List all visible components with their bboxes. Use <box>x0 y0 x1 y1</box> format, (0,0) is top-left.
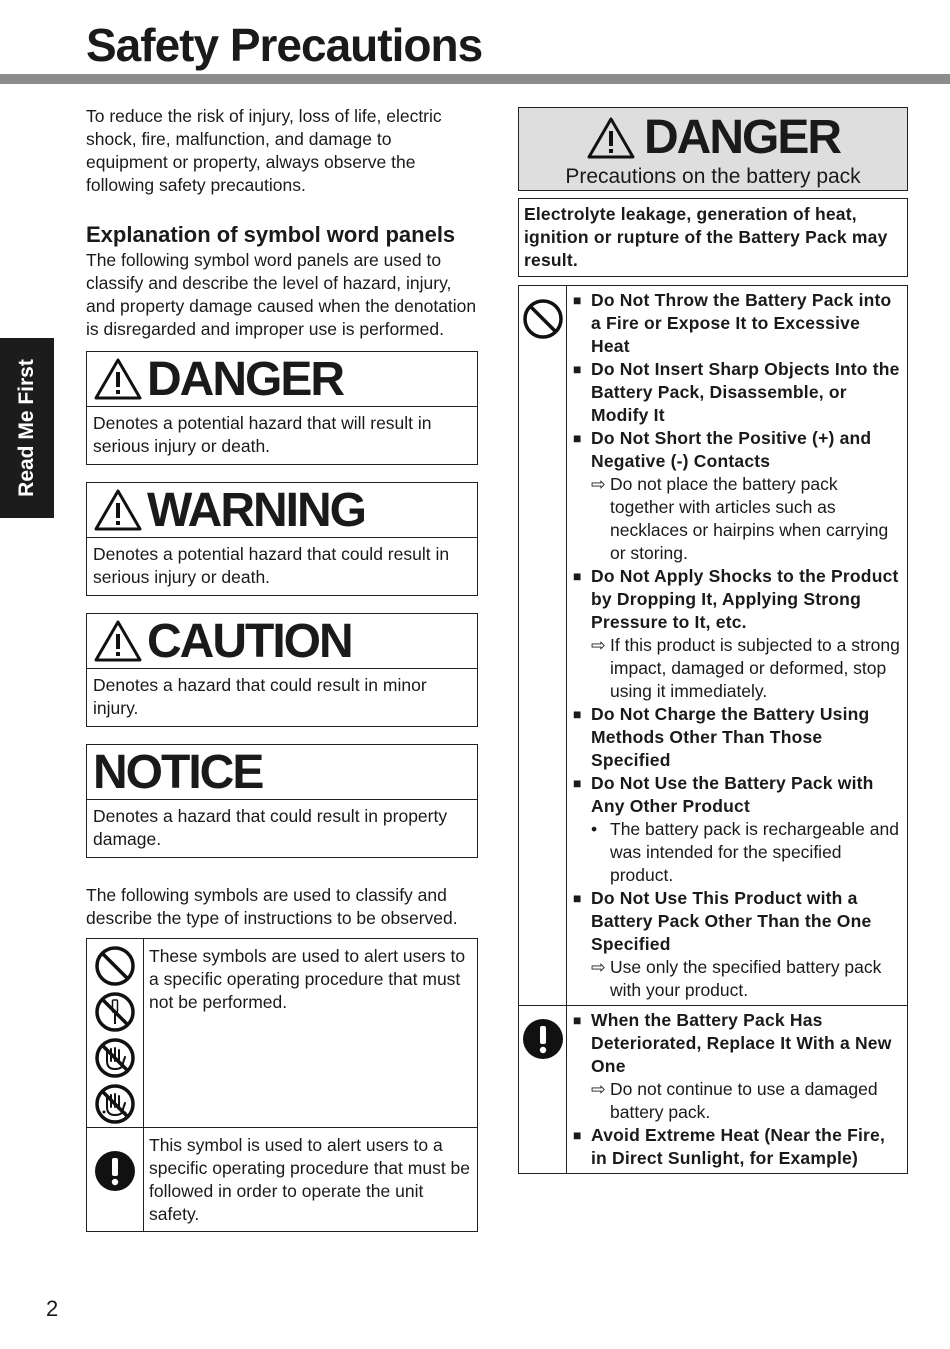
note-marker: ⇨ <box>591 474 606 494</box>
panel-desc: Denotes a potential hazard that will result in serious injury or death. <box>93 413 432 456</box>
right-column <box>518 107 908 1174</box>
page-number: 2 <box>46 1296 59 1321</box>
note-text: The battery pack is rechargeable and was intended for the specified product. <box>610 819 899 885</box>
panel-word: NOTICE <box>93 745 263 799</box>
symbol-row-mandatory <box>87 1127 477 1231</box>
panel-desc: Denotes a hazard that could result in property damage. <box>93 806 448 849</box>
danger-subtitle: Precautions on the battery pack <box>565 165 861 188</box>
note-text: If this product is subjected to a strong impact, damaged or deformed, stop using it immediately. <box>610 635 900 701</box>
warning-triangle-icon <box>93 619 143 663</box>
note-marker: • <box>591 819 598 839</box>
mandatory-exclamation-icon <box>522 1018 564 1060</box>
precaution-title: Do Not Throw the Battery Pack into a Fire or Expose It to Excessive Heat <box>591 290 892 356</box>
symbols-intro: The following symbols are used to classify and describe the type of instructions to be observed. <box>86 885 458 928</box>
precaution-title: Do Not Apply Shocks to the Product by Dropping It, Applying Strong Pressure to It, etc. <box>591 566 899 632</box>
panel-notice <box>86 744 478 858</box>
precaution-note <box>573 956 903 1002</box>
precaution-item <box>573 772 903 818</box>
square-bullet-icon: ■ <box>573 430 582 446</box>
panel-word: DANGER <box>147 352 344 406</box>
symbol-row-text: These symbols are used to alert users to a specific operating procedure that must not be performed. <box>149 946 466 1012</box>
prohibited-list <box>567 286 907 1005</box>
panel-word: WARNING <box>147 483 365 537</box>
electrolyte-warning: Electrolyte leakage, generation of heat, ignition or rupture of the Battery Pack may result. <box>518 198 908 277</box>
side-tab <box>0 338 54 518</box>
warning-triangle-icon <box>93 488 143 532</box>
note-text: Do not place the battery pack together with articles such as necklaces or hairpins when carrying or storing. <box>610 474 889 563</box>
square-bullet-icon: ■ <box>573 1012 582 1028</box>
square-bullet-icon: ■ <box>573 890 582 906</box>
panel-warning <box>86 482 478 596</box>
square-bullet-icon: ■ <box>573 292 582 308</box>
note-text: Do not continue to use a damaged battery pack. <box>610 1079 878 1122</box>
precaution-item <box>573 427 903 473</box>
no-wet-hands-icon <box>94 1083 136 1125</box>
section-paragraph: The following symbol word panels are used to classify and describe the level of hazard, injury, and property damage caused when the denotation is disregarded and improper use is performed. <box>86 250 477 339</box>
precaution-item <box>573 289 903 358</box>
precaution-title: When the Battery Pack Has Deteriorated, Replace It With a New One <box>591 1010 892 1076</box>
precaution-title: Do Not Insert Sharp Objects Into the Battery Pack, Disassemble, or Modify It <box>591 359 900 425</box>
square-bullet-icon: ■ <box>573 706 582 722</box>
precaution-title: Do Not Short the Positive (+) and Negative (-) Contacts <box>591 428 872 471</box>
panel-word: CAUTION <box>147 614 352 668</box>
title-rule <box>0 74 950 84</box>
symbol-row-text: This symbol is used to alert users to a specific operating procedure that must be followed in order to operate the unit safety. <box>149 1135 471 1224</box>
panel-desc: Denotes a hazard that could result in minor injury. <box>93 675 427 718</box>
intro-paragraph: To reduce the risk of injury, loss of life, electric shock, fire, malfunction, and damage to equipment or property, always observe the following safety precautions. <box>86 106 442 195</box>
danger-word: DANGER <box>643 111 840 164</box>
prohibited-icon <box>522 298 564 340</box>
note-marker: ⇨ <box>591 635 606 655</box>
square-bullet-icon: ■ <box>573 775 582 791</box>
precaution-note <box>573 1078 903 1124</box>
mandatory-row <box>519 1005 907 1173</box>
left-column <box>86 105 478 1232</box>
precaution-title: Do Not Use This Product with a Battery Pack Other Than the One Specified <box>591 888 872 954</box>
square-bullet-icon: ■ <box>573 1127 582 1143</box>
precaution-title: Do Not Use the Battery Pack with Any Other Product <box>591 773 874 816</box>
note-text: Use only the specified battery pack with your product. <box>610 957 882 1000</box>
warning-triangle-icon <box>93 357 143 401</box>
precaution-title: Do Not Charge the Battery Using Methods Other Than Those Specified <box>591 704 870 770</box>
square-bullet-icon: ■ <box>573 568 582 584</box>
precaution-note <box>573 818 903 887</box>
prohibited-row <box>519 286 907 1005</box>
battery-danger-header <box>518 107 908 191</box>
symbol-table <box>86 938 478 1232</box>
section-heading: Explanation of symbol word panels <box>86 222 456 247</box>
prohibited-icon <box>94 945 136 987</box>
precaution-item <box>573 1009 903 1078</box>
note-marker: ⇨ <box>591 957 606 977</box>
side-tab-label: Read Me First <box>15 359 38 497</box>
precaution-title: Avoid Extreme Heat (Near the Fire, in Direct Sunlight, for Example) <box>591 1125 886 1168</box>
square-bullet-icon: ■ <box>573 361 582 377</box>
precaution-item <box>573 358 903 427</box>
battery-precautions-table <box>518 285 908 1174</box>
mandatory-list <box>567 1006 907 1173</box>
page-title: Safety Precautions <box>86 19 483 71</box>
precaution-item <box>573 1124 903 1170</box>
panel-desc: Denotes a potential hazard that could result in serious injury or death. <box>93 544 450 587</box>
no-touch-icon <box>94 1037 136 1079</box>
precaution-note <box>573 634 903 703</box>
panel-danger <box>86 351 478 465</box>
panel-caution <box>86 613 478 727</box>
precaution-item <box>573 565 903 634</box>
precaution-item <box>573 703 903 772</box>
mandatory-exclamation-icon <box>94 1150 136 1192</box>
symbol-row-prohibited <box>87 939 477 1127</box>
precaution-item <box>573 887 903 956</box>
warning-triangle-icon <box>586 116 636 160</box>
precaution-note <box>573 473 903 565</box>
no-disassemble-icon <box>94 991 136 1033</box>
note-marker: ⇨ <box>591 1079 606 1099</box>
